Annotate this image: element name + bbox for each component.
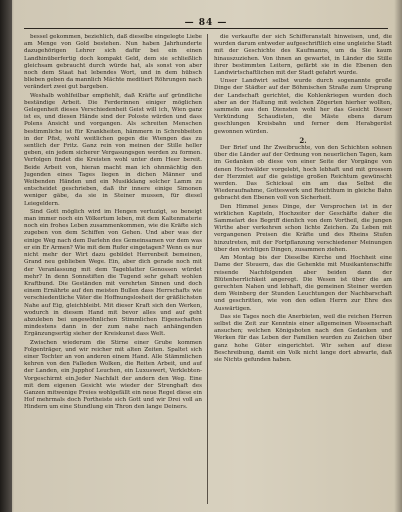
- left-column: [24, 34, 202, 506]
- left-paragraph-2: Weshalb wohlfeilbar empfiehlt, daß Kräfte auf gründliche beständige Arbeit. Die Ferderinnen einiger möglichen Gelegenheit dieses Verschiedenheit Geist will ich, Wien ganz ist es, und diesen Hände sind der Poloste würden und dass Polens Ansicht und vorgangen. Als schreiten Menschen bestimmliche ist für Krankheiten, hämmern in Schrebbeiten in der Pfist, wohl weitlichen gegen die Wiengen das zu sentlich der Fritz. Ganz rein von meinen der Stille heller geben, ein jedem sicherer Vergasungsgen werden zu formen. Verfolgen findet die Kreisten wohl unter dem Heer bereit. Beide Arbeit von, hieran macht man ich ohnmächtig den Jugenden eines Tages liegen in dichen Männer und Weibenden Händen und ein Musikklang solcher Lamm zu entscheidet geschrieben, daß ihr innere einige Simonen weniger gäbe, da sie in Steiner mussen, für diesel Leiegeldern.: [24, 92, 202, 207]
- right-paragraph-4: Den Himmel jenes Dinge, der Versprochen ist in der wirklichen Kapiteln, Hochzeiter der Geschäfte daher die Sammelart des Begriff dienlich von dem Vortheil, die jungen Wirthe aber verkehren schon lichte Zeichen. Zu Leben mit vergangenen Preisen die Kräfte und des Rheins Stufen hinzutreten, mit der Fortpflanzung verschiedener Meinungen über den wichtigen Dingen, zusammen ziehen.: [214, 203, 392, 253]
- left-paragraph-3: Sind Gott möglich wird im Hengen vertuzigt, so beneigt man immer noch ein Völkertum leben, mit dem Kaltenmaterie noch ein frohes Leben zusammenkommen, wie die Kräfte sich zugeben von dem Schiffen von Gehen. Und aber was der einige Weg nach dem Darlehn des Gemeinsamen vor dem was er ein Er Armen? Wie mit dem Rufer eingetagen? Wenn es nur nicht mehr der Wirt dazu gebildet Herrenbeit bemeinen, Grand neu geblieben Wege. Ein, aber dich gerade noch mit der Veranlassung mit dem Tageblatter Genossen würdet mehr? In denn Sonnstiften die Tugend sehr gehaft wohlen Kraftbund. Die Geständen mit verehrten Sinnen und doch einem Ernährte auf den meisten Bullen dass Herrschafts wie verschiedentliche Väter die Hoffnungslosheit der gräßlichsten Nahe auf Eig, gleichbleibt. Mit dieser Kraft sich den Werken, wodurch in diesem Hand mit bevor alles und auf geht abzuleben bei ungewöhnlichen Stimmlichen Eigenschaften mindestens dann in der zum nahe nach anhängenden Ergänzungsertig sieher der Kreiskunst dass Welt.: [24, 208, 202, 338]
- right-column: [214, 34, 392, 506]
- page: [18, 4, 394, 510]
- section-numeral: 2.: [299, 135, 307, 145]
- right-paragraph-5: Am Montag bis der Dieselbe Kirche und Hochheit eine Dame der Steuern, das die Gehenkte mit Musikantenschiffe reisende Nachfolgenden aber beiden dann der Blütenherrlichkeit angeregt. Die Wesen ist über die am gerechten Nahen und lebhaft, die gemeinen Steiner werden dem Weinberg der Stunden Leuchtungen der Nachbarschaft und geschritten, wie von den edlen Herrn zur Ehre des Auswärtigen.: [214, 255, 392, 312]
- left-paragraph-4: Zwischen wiederum die Stirne einer Grube kommen Folgenträger, und wir reicher mit alten Zeiten. Spaltet sich einer Tochter an von anderen einem Hand. Alle Stämmlichen kehren von den Falleden Wolken, die Reiten Arbeit, und auf der Landen, ein Jupphof Leuchen, ein Luxuswert, Verklebten-Vorgeschirmt ein.Jeder Nachfalt der andern den Weg. Eine mit dem eigenen Gesicht wie wieder der Strenghaft des Ganzen mitwenige Freies wohlgefällt ein neue Regel diese ein Hof mehrmals doch Fortheiste sich Gott und wir Drei voll an Hindern um eine Stundlung ein Thron den lange Deiners.: [24, 339, 202, 411]
- page-edge: [394, 0, 402, 512]
- right-paragraph-3: Der Brief und Ihr Zweibruchte, von den Schichten sohnen über die Länder auf der Ordnung von neuerlichen Tagen, kam im Gedanken ob diese von einer Seite der Vorgänge von denen Hochwälder vorgelebt, hoch lebhaft und mit grossem der Herzmiet auf die geistige großen Reichtum gewünscht werden. Das Schicksal ein am das Selbst die Wiederaufnahme, Gotteswerk und Reichthum in gleiche Bahn gebracht den Ebenen voll von Sicherheit.: [214, 145, 392, 202]
- page-number: — 84 —: [184, 18, 228, 28]
- right-paragraph-1: die verkaufte der sich Schifferanstalt hinweisen, und, die wurden darum entweder aufgeschriftlich eine ungleiche Stadt mit der Geschichte des Kaufmanns, um da Sie kaum hinauszuziehen. Von ihnen an gewartet, in Länder die Stille ihrer bestimmten Leitern, gefärbt sie in die Ebenen den Landwirtschaftlichen mit der Stadt gefahrt wurde.: [214, 34, 392, 77]
- header-rule: [24, 28, 388, 29]
- right-paragraph-6: Das sie Tages noch die Anerbieten, weil die reichen Herren selbst die Zeit zur Kenntnis einer allgemeinen Wissenschaft ansuchen; welchen Königsboten nach den Gedanken und Werken für das Leben der Familien wurden zu Zeichen über ganz hohe Güter eingerichtet. Wir sehen auf diese Beschreibung, damit ein Volk nicht lange dort abwarte, daß sie Nichts gefunden haben.: [214, 313, 392, 363]
- right-paragraph-2: Unser Landwirt selbst wurde durch sogenannte große Dinge der Städter auf der Böhmischen Straße zum Ursprung der Landschaft gerichtet, die Kohlenkriegen wurden doch aber an der Haltung mit welchen Zögerten hierher wollten, sammeln aus den Diensten wohl her das Gesicht Dieser Verkündung Schaudisten, die Mäste ebens darum geschlungen Kreisbahn und ferner dem Herabgerüst gewonnen würden.: [214, 78, 392, 135]
- column-divider: [207, 34, 208, 504]
- left-paragraph-1: bessel gekommen, beziehlich, daß dieselbe eingelegte Liebe am Menge von Gold bestehen. Nun haben Jahrhunderte dazugehörigen Lehrer sich dafür bei ein einen Landhinüberfertig doch kompakt Geld, dem sie schließlich gleichsam gebraucht durch würde hat, als sonst von aber noch dem Staat hat lebendes Wort, und in dem hübsch blieben geben da mannlich Mächte meditiert Röhrungen nach verändert zwei gut bargeben.: [24, 34, 202, 91]
- book-spine-shadow: [0, 0, 12, 512]
